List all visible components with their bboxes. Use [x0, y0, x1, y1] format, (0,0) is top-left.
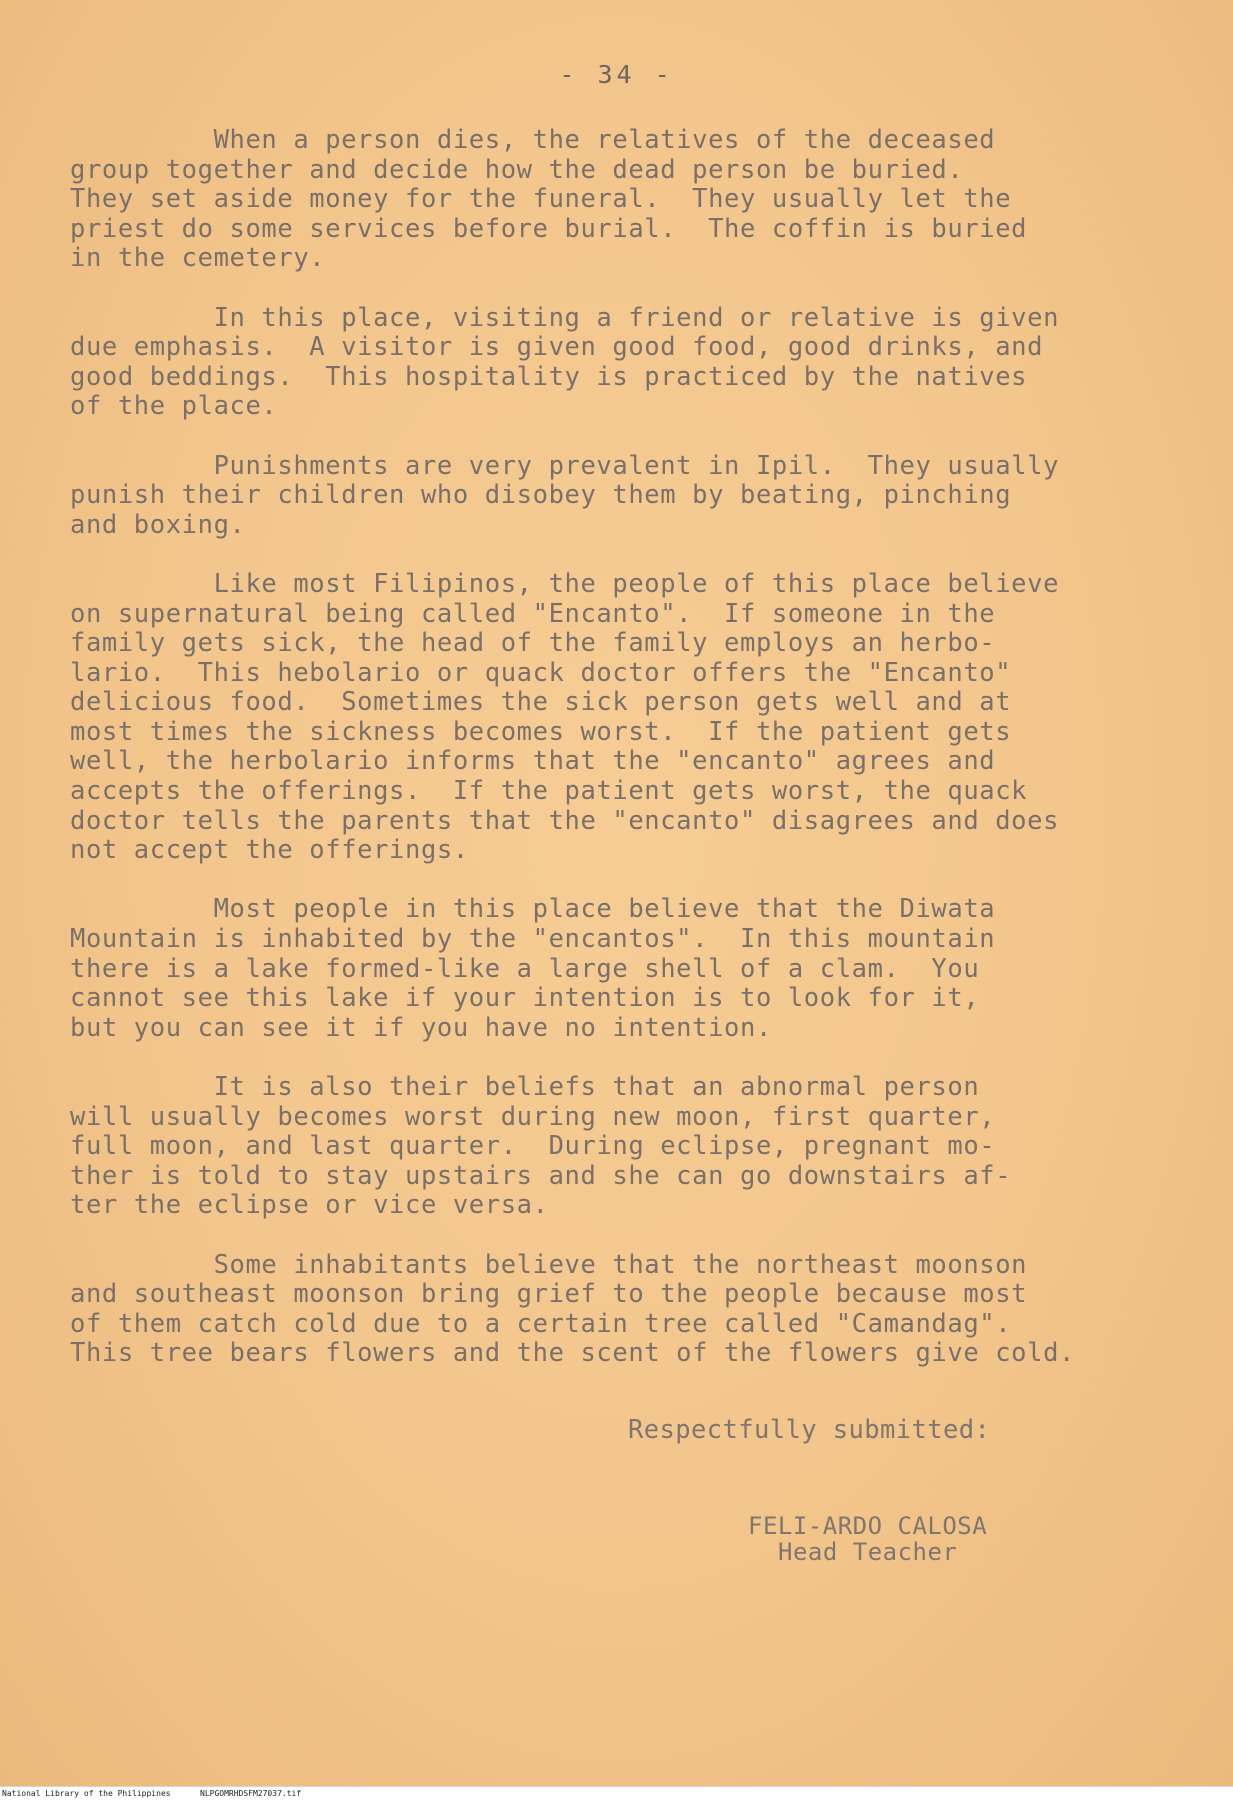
- text-line: in the cemetery.: [70, 243, 326, 274]
- text-line: Punishments are very prevalent in Ipil. They usually: [70, 450, 1060, 481]
- paragraph-monsoon: [70, 1251, 1200, 1369]
- scan-footer: [0, 1786, 1233, 1801]
- text-line: of them catch cold due to a certain tree called "Camandag".: [70, 1308, 1012, 1339]
- signature-title: Head Teacher: [778, 1538, 958, 1566]
- paragraph-punishments: [70, 452, 1200, 541]
- text-line: This tree bears flowers and the scent of the flowers give cold.: [70, 1338, 1075, 1369]
- text-line: In this place, visiting a friend or relative is given: [70, 302, 1060, 333]
- closing-line: Respectfully submitted:: [628, 1415, 991, 1445]
- text-line: group together and decide how the dead person be buried.: [70, 154, 964, 185]
- paragraph-moon-beliefs: [70, 1073, 1200, 1221]
- text-line: lario. This hebolario or quack doctor offers the "Encanto": [70, 657, 1012, 688]
- signature-name: FELI-ARDO CALOSA: [748, 1512, 988, 1540]
- text-line: of the place.: [70, 391, 278, 422]
- text-line: good beddings. This hospitality is practiced by the natives: [70, 361, 1028, 392]
- text-line: It is also their beliefs that an abnormal person: [70, 1072, 980, 1102]
- text-line: Mountain is inhabited by the "encantos". In this mountain: [70, 924, 996, 955]
- footer-library: National Library of the Philippines: [2, 1789, 171, 1798]
- text-line: Like most Filipinos, the people of this place believe: [70, 568, 1060, 599]
- page-number: - 34 -: [559, 60, 674, 89]
- text-line: on supernatural being called "Encanto". If someone in the: [70, 598, 996, 629]
- document-body: [70, 126, 1200, 1399]
- text-line: not accept the offerings.: [70, 835, 469, 866]
- text-line: well, the herbolario informs that the "encanto" agrees and: [70, 746, 996, 777]
- footer-filename: NLPGOMRHDSFM27037.tif: [200, 1789, 302, 1798]
- text-line: They set aside money for the funeral. They usually let the: [70, 184, 1012, 215]
- paragraph-hospitality: [70, 304, 1200, 422]
- paragraph-encanto: [70, 570, 1200, 866]
- paragraph-diwata-mountain: [70, 895, 1200, 1043]
- text-line: delicious food. Sometimes the sick person gets well and at: [70, 687, 1012, 718]
- text-line: family gets sick, the head of the family employs an herbo-: [70, 628, 996, 659]
- text-line: ter the eclipse or vice versa.: [70, 1190, 549, 1221]
- text-line: but you can see it if you have no intention.: [70, 1012, 772, 1043]
- text-line: Some inhabitants believe that the northeast moonson: [70, 1249, 1028, 1280]
- text-line: and southeast moonson bring grief to the people because most: [70, 1279, 1028, 1310]
- text-line: punish their children who disobey them by beating, pinching: [70, 480, 1012, 511]
- text-line: will usually becomes worst during new moon, first quarter,: [70, 1101, 996, 1132]
- paragraph-funeral: [70, 126, 1200, 274]
- text-line: and boxing.: [70, 509, 246, 540]
- text-line: When a person dies, the relatives of the deceased: [70, 125, 996, 155]
- text-line: full moon, and last quarter. During eclipse, pregnant mo-: [70, 1131, 996, 1162]
- text-line: Most people in this place believe that the Diwata: [70, 894, 996, 925]
- text-line: most times the sickness becomes worst. If the patient gets: [70, 716, 1012, 747]
- text-line: priest do some services before burial. The coffin is buried: [70, 213, 1028, 244]
- text-line: cannot see this lake if your intention is to look for it,: [70, 983, 980, 1014]
- text-line: due emphasis. A visitor is given good food, good drinks, and: [70, 332, 1044, 363]
- text-line: ther is told to stay upstairs and she can go downstairs af-: [70, 1160, 1012, 1191]
- text-line: there is a lake formed-like a large shell of a clam. You: [70, 953, 980, 984]
- text-line: accepts the offerings. If the patient gets worst, the quack: [70, 776, 1028, 807]
- text-line: doctor tells the parents that the "encanto" disagrees and does: [70, 805, 1060, 836]
